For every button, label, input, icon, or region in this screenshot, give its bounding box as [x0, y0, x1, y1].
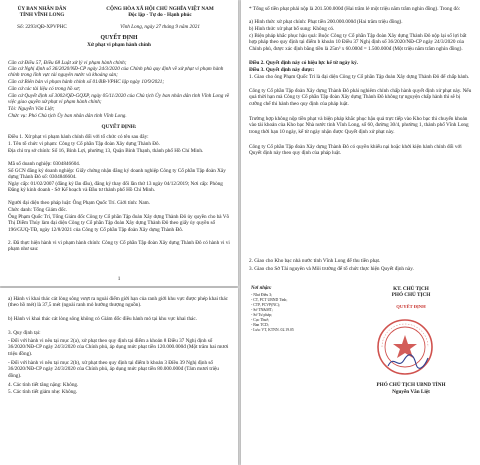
document-page-2 [0, 288, 238, 465]
violator-name: 1. Tên tổ chức vi phạm: Công ty Cổ phần Tập đoàn Xây dựng Thành Đô. [8, 141, 160, 147]
article-2: Điều 2. Quyết định này có hiệu lực kể từ ngày ký. [249, 60, 358, 66]
delivery-2: 2. Giao cho Kho bạc nhà nước tỉnh Vĩnh Long để thu tiền phạt. [249, 258, 381, 264]
basis-4: Căn cứ các tài liệu có trong hồ sơ; [8, 86, 81, 92]
signer-title: PHÓ CHỦ TỊCH [391, 292, 431, 298]
recipient-4: - Sở TN&MT; [251, 308, 273, 312]
violator-tax-code: Mã số doanh nghiệp: 0304846604. [8, 161, 81, 167]
violator-address: Địa chỉ trụ sở chính: Số 16, Bình Lợi, phường 13, Quận Bình Thạnh, thành phố Hồ Chí Minh. [8, 148, 204, 154]
basis-6: Tôi: Nguyễn Văn Liệt; [8, 106, 55, 112]
basis-3: Căn cứ Biên bản vi phạm hành chính số 01/BB-VPHC lập ngày 10/9/2021; [8, 79, 165, 85]
representative-title: Chức danh: Tổng Giám đốc. [8, 207, 68, 213]
doc-title: QUYẾT ĐỊNH [100, 35, 138, 41]
recipient-1: - Như Điều 3; [251, 293, 273, 297]
recipient-2: - CT, PCT UBND Tỉnh; [251, 298, 288, 302]
document-number: Số: 2293/QĐ-XPVPHC [17, 24, 67, 30]
regulation-heading: 3. Quy định tại: [8, 330, 41, 336]
remedial-measure: c) Biện pháp khắc phục hậu quả: Buộc Công ty Cổ phần Tập đoàn Xây dựng Thành Đô nộp lại số lợi bất hợp pháp theo quy định tại điểm b khoản 10 Điều 37 Nghị định số 36/2020/NĐ-CP ngày 24/3/2020 của Chính phủ, được xác định bằng tiền là 25m³ x 60.000đ = 1.500.000đ (Một triệu năm trăm nghìn đồng). [249, 33, 467, 52]
signed-title: PHÓ CHỦ TỊCH UBND TỈNH [376, 382, 446, 388]
violation-b: b) Hành vi khai thác cát lòng sông không có Giám đốc điều hành mỏ tại khu vực khai thác. [8, 316, 197, 322]
doc-subtitle: Xử phạt vi phạm hành chính [87, 42, 151, 48]
violation-a: a) Hành vi khai thác cát lòng sông vượt ra ngoài điểm giới hạn của ranh giới khu vực được phép khai thác (theo hồ mét) là 37,5 mét (ngoài ranh mỏ hướng thượng nguồn). [8, 296, 228, 309]
compliance-note: Công ty Cổ phần Tập đoàn Xây dựng Thành Đô phải nghiêm chỉnh chấp hành quyết định xử phạt này. Nếu quá thời hạn mà Công ty Cổ phần Tập đoàn Xây dựng Thành Đô không tự nguyện chấp hành thì sẽ bị cưỡng chế thi hành theo quy định của pháp luật. [249, 88, 472, 107]
right-header-line2: Độc lập - Tự do - Hạnh phúc [128, 12, 192, 18]
article-1: Điều 1. Xử phạt vi phạm hành chính đối với tổ chức có tên sau đây: [8, 134, 149, 140]
basis-5: Căn cứ Quyết định số 3002/QĐ-GQXP, ngày 05/11/2020 của Chủ tịch Ủy ban nhân dân tỉnh Vĩnh Long về việc giao quyền xử phạt vi phạm hành chính; [8, 93, 230, 106]
signature-icon [386, 352, 430, 372]
signer-role: KT. CHỦ TỊCH [393, 286, 429, 292]
violator-issue-date: Ngày cấp: 01/02/2007 (đăng ký lần đầu), đăng ký thay đổi lần thứ 13 ngày 04/12/2019; Nơi cấp: Phòng Đăng ký kinh doanh - Sở Kế hoạch và Đầu tư thành phố Hồ Chí Minh. [8, 181, 223, 194]
right-header-line1: CỘNG HÒA XÃ HỘI CHỦ NGHĨA VIỆT NAM [106, 6, 214, 12]
authorization: Ông Phạm Quốc Trí, Tổng Giám đốc Công ty Cổ phần Tập đoàn Xây dựng Thành Đô ủy quyền cho bà Võ Thị Diễm Thúy làm đại diện Công ty Cổ phần Tập đoàn Xây dựng Thành Đô theo giấy ủy quyền số 196/GUQ-TĐ, ngày 12/8/2021 của Công ty Cổ phần Tập đoàn Xây dựng Thành Đô. [8, 214, 230, 233]
basis-1: Căn cứ Điều 57, Điều 68 Luật xử lý vi phạm hành chính; [8, 60, 127, 66]
payment-instructions: Trường hợp không nộp tiền phạt và biện pháp khắc phục hậu quả trực tiếp vào Kho bạc thì chuyển khoản vào tài khoản của Kho bạc Nhà nước tỉnh Vĩnh Long, số 60, đường 30/4, phường 1, thành phố Vĩnh Long trong thời hạn 10 ngày, kể từ ngày nhận được Quyết định xử phạt này. [249, 116, 469, 135]
decision-label: QUYẾT ĐỊNH [396, 304, 426, 309]
recipient-3: - CTP, PCVP(NC); [251, 303, 281, 307]
aggravating-factors: 4. Các tình tiết tăng nặng: Không. [8, 382, 79, 388]
issue-date: Vĩnh Long, ngày 27 tháng 9 năm 2021 [120, 24, 200, 30]
delivery-3: 3. Giao cho Sở Tài nguyên và Môi trường để tổ chức thực hiện Quyết định này. [249, 266, 414, 272]
appeal-rights: Công ty Cổ phần Tập đoàn Xây dựng Thành Đô có quyền khiếu nại hoặc khởi kiện hành chính đối với Quyết định này theo quy định của pháp luật. [249, 144, 462, 157]
recipient-6: - Cục Thuế; [251, 318, 270, 322]
penalty-b: - Đối với hành vi nêu tại mục 2(b), xử phạt theo quy định tại điểm b khoản 3 Điều 39 Nghị định số 36/2020/NĐ-CP ngày 24/3/2020 của Chính phủ, áp dụng mức phạt tiền 80.000.000đ (Tám mươi triệu đồng). [8, 360, 219, 379]
delivery-1: 1. Giao cho ông Phạm Quốc Trí là đại diện Công ty Cổ phần Tập đoàn Xây dựng Thành Đô để chấp hành. [249, 74, 470, 80]
recipient-7: - Ban TCD; [251, 323, 269, 327]
mitigating-factors: 5. Các tình tiết giảm nhẹ: Không. [8, 389, 78, 395]
additional-penalty: b) Hình thức xử phạt bổ sung: Không có. [249, 26, 335, 32]
recipients-title: Nơi nhận: [251, 286, 272, 291]
left-header-line1: ỦY BAN NHÂN DÂN [17, 6, 67, 12]
page-number: 1 [117, 276, 121, 282]
basis-7: Chức vụ: Phó Chủ tịch Ủy ban nhân dân tỉnh Vĩnh Long. [8, 113, 127, 119]
article-3: Điều 3. Quyết định này được: [249, 67, 315, 73]
violation-intro: 2. Đã thực hiện hành vi vi phạm hành chính: Công ty Cổ phần Tập đoàn Xây dựng Thành Đô có hành vi vi phạm như sau: [8, 240, 230, 253]
main-penalty: a) Hình thức xử phạt chính: Phạt tiền 200.000.000đ (Hai trăm triệu đồng). [249, 19, 403, 25]
signer-name: Nguyễn Văn Liệt [392, 389, 430, 395]
violator-registration: Số GCN đăng ký doanh nghiệp: Giấy chứng nhận đăng ký doanh nghiệp Công ty Cổ phần Tập đoàn Xây dựng Thành Đô số: 0304846604. [8, 168, 226, 181]
document-page-1 [0, 0, 238, 286]
penalty-a: - Đối với hành vi nêu tại mục 2(a), xử phạt theo quy định tại điểm a khoản 8 Điều 37 Nghị định số 36/2020/NĐ-CP ngày 24/3/2020 của Chính phủ, áp dụng mức phạt tiền 120.000.000đ (Một trăm hai mươi triệu đồng). [8, 338, 229, 357]
document-page-3 [241, 0, 480, 465]
recipient-5: - Sở Tư pháp; [251, 313, 272, 317]
total-fine: * Tổng số tiền phạt phải nộp là 201.500.000đ (Hai trăm lẻ một triệu năm trăm nghìn đồng). Trong đó: [249, 6, 461, 12]
recipient-8: - Lưu: VT, KTNN. 02.19.05 [251, 328, 294, 332]
decide-heading: QUYẾT ĐỊNH: [101, 124, 137, 130]
left-header-line2: TỈNH VĨNH LONG [19, 12, 65, 18]
legal-representative: Người đại diện theo pháp luật: Ông Phạm Quốc Trí. Giới tính: Nam. [8, 200, 151, 206]
basis-2: Căn cứ Nghị định số 36/2020/NĐ-CP ngày 24/3/2020 của Chính phủ quy định về xử phạt vi phạm hành chính trong lĩnh vực tài nguyên nước và khoáng sản; [8, 66, 224, 79]
